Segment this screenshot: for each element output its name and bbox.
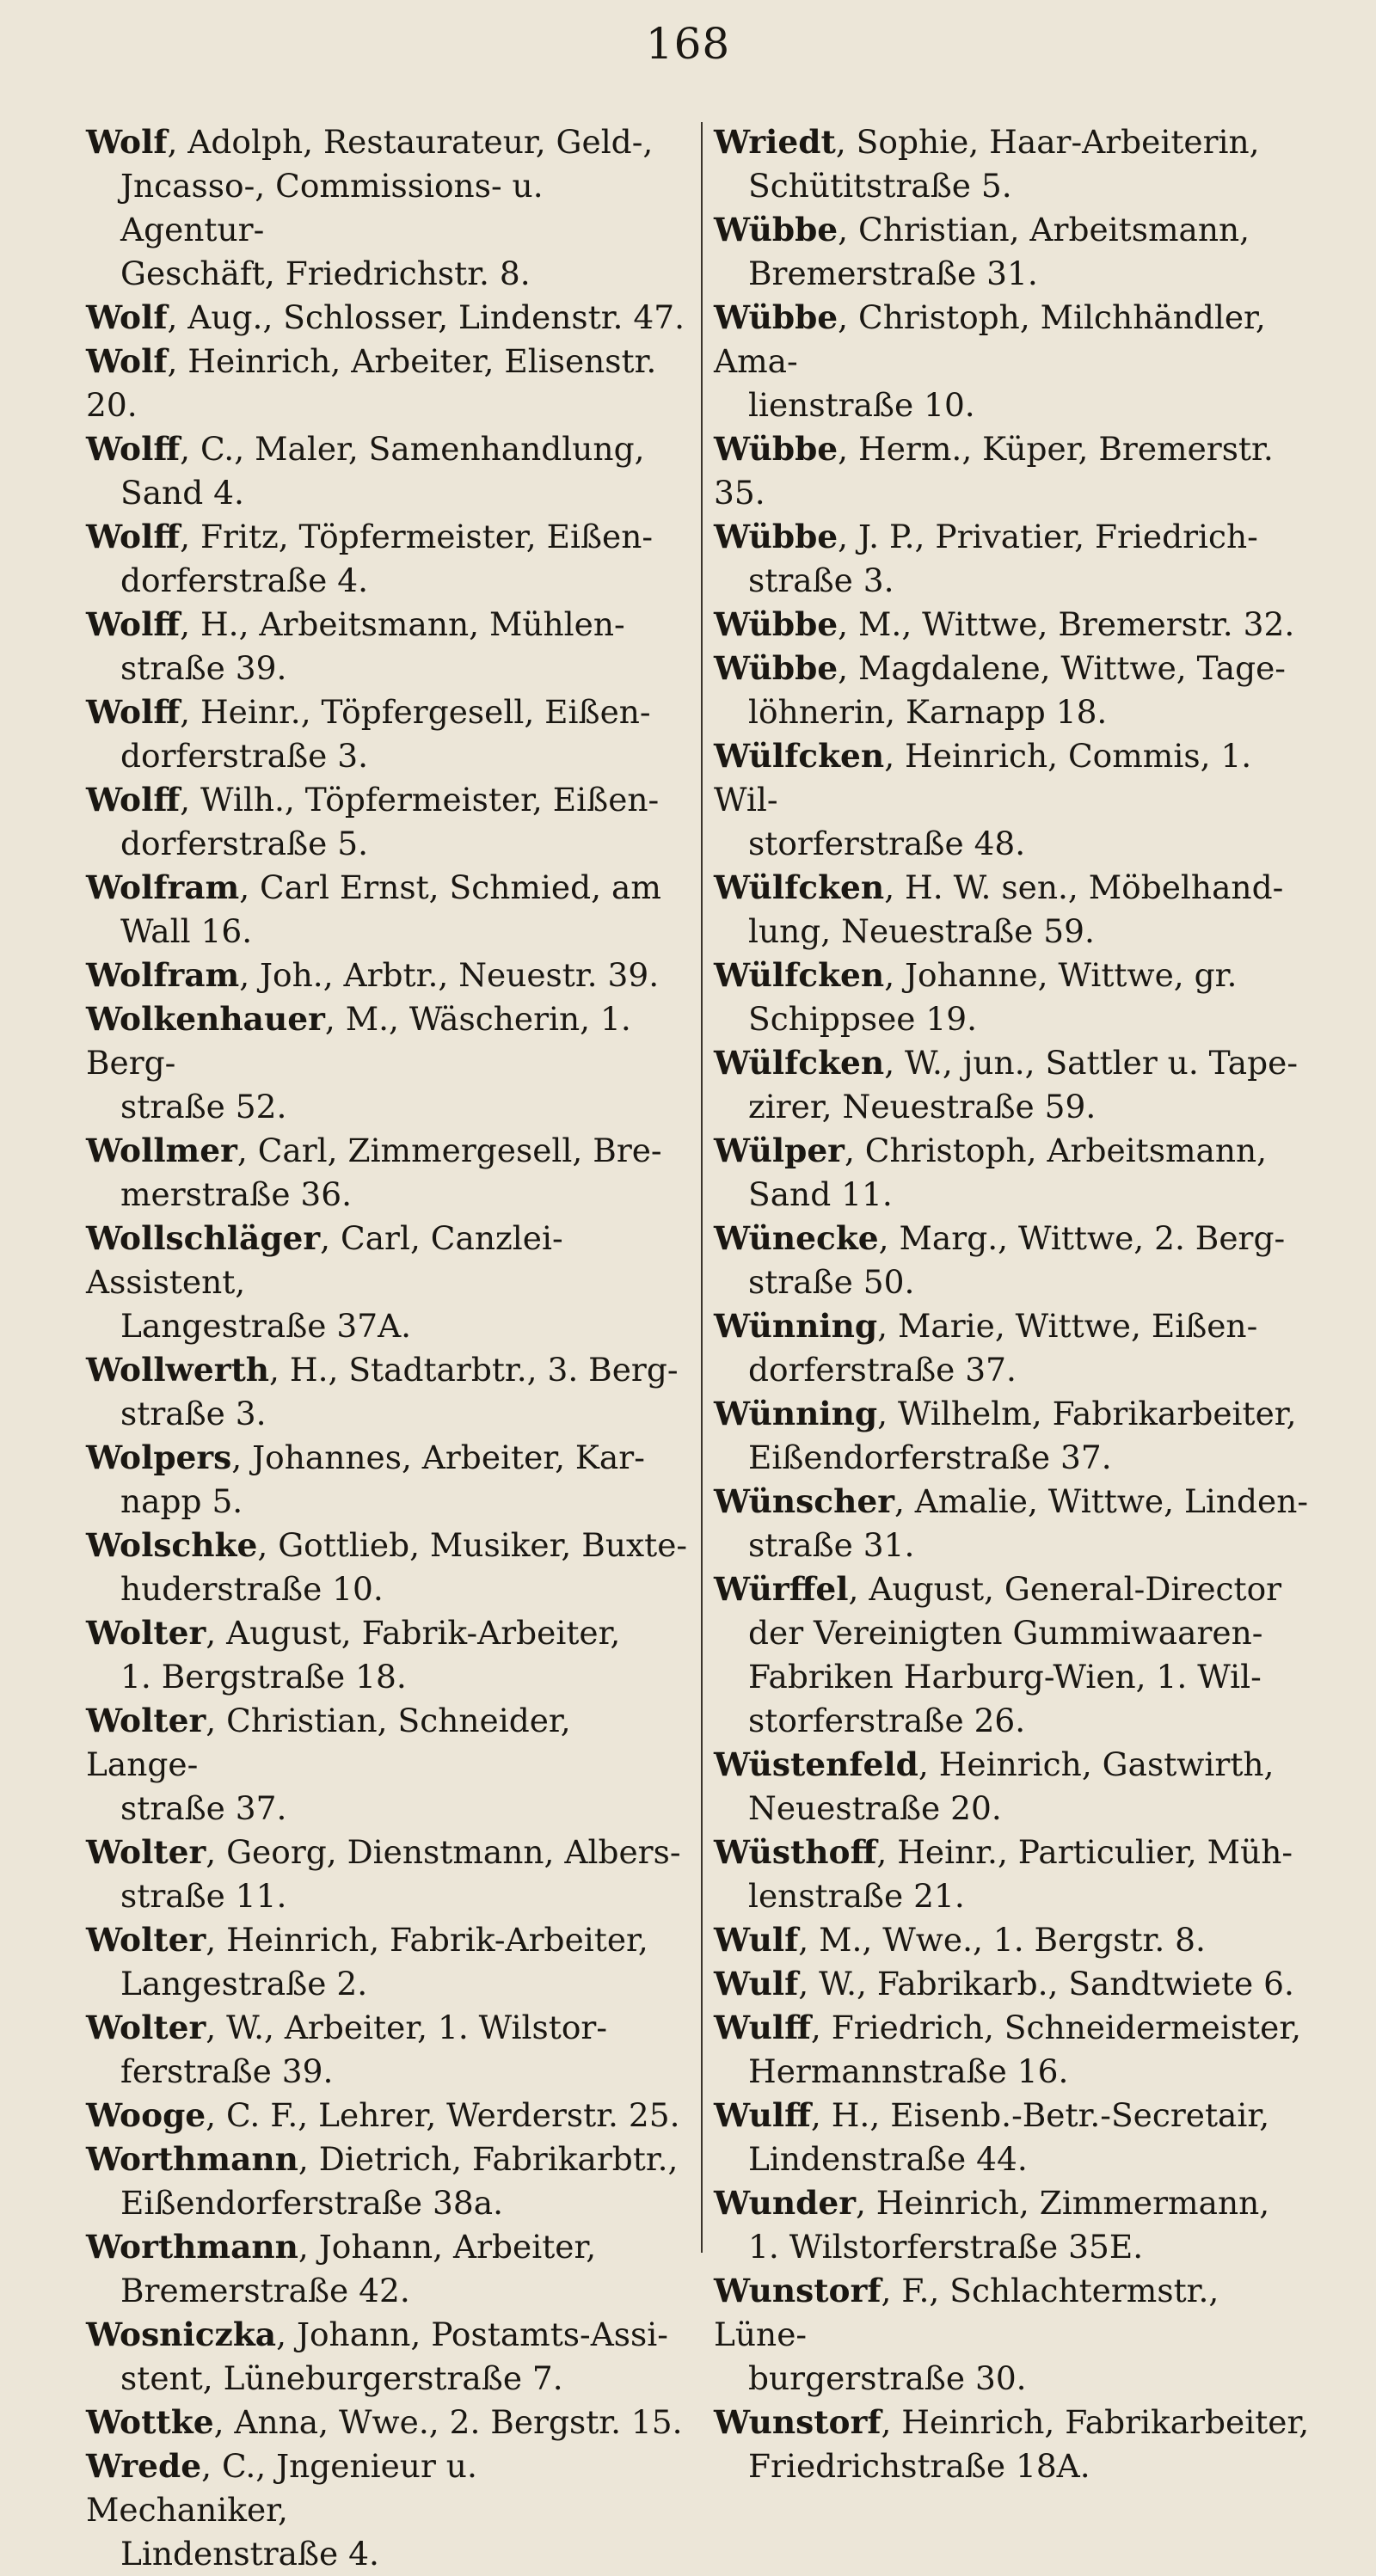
entry-first-line: [714, 603, 1316, 647]
entry-details: , H., Stadtarbtr., 3. Berg-: [269, 1351, 679, 1389]
entry-details: , Wilhelm, Fabrikarbeiter,: [877, 1395, 1297, 1432]
entry-continuation: straße 11.: [120, 1877, 287, 1915]
entry-continuation: Bremerstraße 31.: [748, 255, 1038, 292]
entry-details: , H. W. sen., Möbelhand-: [884, 868, 1284, 906]
entry-details: , Marie, Wittwe, Eißen-: [877, 1307, 1258, 1345]
entry-details: , Aug., Schlosser, Lindenstr. 47.: [167, 298, 685, 336]
entry-surname: Wolfram: [86, 956, 240, 994]
entry-continuation: straße 3.: [748, 561, 894, 599]
entry-continuation: Friedrichstraße 18A.: [748, 2447, 1090, 2485]
entry-continuation: Geschäft, Friedrichstr. 8.: [120, 255, 531, 292]
entry-surname: Wolff: [86, 693, 181, 731]
entry-details: , Carl, Canzlei-Assistent,: [86, 1219, 563, 1301]
entry-details: , Magdalene, Wittwe, Tage-: [838, 649, 1286, 687]
entry-details: , Heinr., Töpfergesell, Eißen-: [180, 693, 651, 731]
entry-first-line: [86, 603, 688, 647]
entry-surname: Wolter: [86, 1702, 206, 1739]
entry-surname: Wolkenhauer: [86, 1000, 325, 1038]
entry-surname: Wülfcken: [714, 1044, 885, 1082]
entry-first-line: [86, 2401, 688, 2444]
directory-entry: [86, 690, 688, 778]
directory-entry: [714, 734, 1316, 866]
entry-details: , Marg., Wittwe, 2. Berg-: [878, 1219, 1286, 1257]
directory-entry: [86, 603, 688, 690]
entry-continuation: storferstraße 26.: [748, 1702, 1026, 1739]
directory-entry: [714, 1918, 1316, 1962]
entry-details: , Heinrich, Arbeiter, Elisenstr. 20.: [86, 342, 657, 424]
entry-first-line: [86, 1611, 688, 1655]
entry-surname: Wooge: [86, 2096, 206, 2134]
entry-details: , Anna, Wwe., 2. Bergstr. 15.: [213, 2403, 683, 2441]
entry-surname: Wünscher: [714, 1482, 894, 1520]
entry-details: , C., Maler, Samenhandlung,: [180, 430, 645, 468]
entry-first-line: [86, 866, 688, 910]
entry-surname: Wulf: [714, 1965, 799, 2003]
directory-entry: [714, 2269, 1316, 2401]
entry-continuation: Jncasso-, Commissions- u. Agentur-: [120, 167, 544, 248]
entry-first-line: [714, 208, 1316, 252]
entry-details: , M., Wwe., 1. Bergstr. 8.: [798, 1921, 1206, 1959]
entry-first-line: [86, 2006, 688, 2050]
entry-continuation: huderstraße 10.: [120, 1570, 384, 1608]
entry-details: , Heinrich, Fabrikarbeiter,: [881, 2403, 1310, 2441]
entry-details: , Dietrich, Fabrikarbtr.,: [298, 2140, 679, 2178]
entry-continuation: 1. Bergstraße 18.: [120, 1658, 407, 1696]
entry-first-line: [714, 1041, 1316, 1085]
directory-entry: [86, 2006, 688, 2094]
directory-entry: [714, 2181, 1316, 2269]
entry-continuation: dorferstraße 3.: [120, 737, 369, 775]
entry-details: , H., Arbeitsmann, Mühlen-: [180, 605, 625, 643]
entry-continuation: lienstraße 10.: [748, 386, 975, 424]
entry-continuation: Eißendorferstraße 38a.: [120, 2184, 504, 2222]
directory-entry: [86, 1831, 688, 1918]
entry-first-line: [86, 1831, 688, 1874]
entry-surname: Wolter: [86, 1921, 206, 1959]
entry-first-line: [714, 2181, 1316, 2225]
entry-details: , Johann, Arbeiter,: [298, 2228, 597, 2266]
entry-first-line: [714, 1831, 1316, 1874]
entry-first-line: [714, 1129, 1316, 1173]
directory-entry: [86, 427, 688, 515]
entry-first-line: [714, 954, 1316, 997]
right-column: [714, 120, 1316, 2488]
entry-details: , Johann, Postamts-Assi-: [276, 2315, 668, 2353]
entry-surname: Wosniczka: [86, 2315, 277, 2353]
entry-first-line: [714, 1392, 1316, 1436]
entry-surname: Wünning: [714, 1395, 878, 1432]
entry-continuation: 1. Wilstorferstraße 35E.: [748, 2228, 1144, 2266]
entry-first-line: [86, 1217, 688, 1304]
entry-continuation: zirer, Neuestraße 59.: [748, 1088, 1096, 1125]
directory-entry: [86, 2225, 688, 2313]
directory-entry: [86, 2313, 688, 2401]
entry-continuation: Eißendorferstraße 37.: [748, 1438, 1112, 1476]
entry-first-line: [714, 120, 1316, 164]
directory-entry: [86, 1918, 688, 2006]
entry-details: , Joh., Arbtr., Neuestr. 39.: [239, 956, 660, 994]
entry-first-line: [86, 2313, 688, 2357]
entry-details: , Fritz, Töpfermeister, Eißen-: [180, 518, 654, 555]
entry-first-line: [714, 734, 1316, 822]
entry-first-line: [714, 1743, 1316, 1787]
entry-continuation: dorferstraße 5.: [120, 825, 369, 862]
entry-details: , Friedrich, Schneidermeister,: [810, 2009, 1302, 2046]
directory-entry: [86, 1611, 688, 1699]
directory-entry: [714, 120, 1316, 208]
directory-entry: [714, 1041, 1316, 1129]
entry-continuation: Sand 4.: [120, 474, 244, 512]
directory-entry: [86, 1436, 688, 1524]
entry-details: , Heinrich, Fabrik-Arbeiter,: [206, 1921, 648, 1959]
directory-entry: [714, 2094, 1316, 2181]
entry-first-line: [86, 778, 688, 822]
entry-continuation: straße 37.: [120, 1789, 287, 1827]
directory-entry: [86, 1524, 688, 1611]
directory-entry: [86, 2401, 688, 2444]
entry-first-line: [86, 515, 688, 559]
entry-surname: Wübbe: [714, 211, 838, 248]
entry-first-line: [714, 1304, 1316, 1348]
entry-surname: Wübbe: [714, 649, 838, 687]
entry-continuation: Langestraße 2.: [120, 1965, 368, 2003]
entry-continuation: stent, Lüneburgerstraße 7.: [120, 2359, 563, 2397]
directory-entry: [714, 1304, 1316, 1392]
entry-first-line: [86, 2094, 688, 2137]
entry-details: , Christoph, Arbeitsmann,: [844, 1132, 1268, 1169]
directory-entry: [86, 778, 688, 866]
entry-surname: Wollwerth: [86, 1351, 270, 1389]
directory-entry: [714, 296, 1316, 427]
directory-entry: [714, 427, 1316, 515]
directory-entry: [714, 2401, 1316, 2488]
entry-surname: Wunder: [714, 2184, 856, 2222]
entry-continuation: der Vereinigten Gummiwaaren-: [748, 1614, 1263, 1652]
entry-first-line: [86, 296, 688, 340]
entry-details: , Carl, Zimmergesell, Bre-: [236, 1132, 662, 1169]
entry-surname: Wüsthoff: [714, 1833, 877, 1871]
entry-first-line: [86, 690, 688, 734]
entry-surname: Wolff: [86, 605, 181, 643]
entry-first-line: [86, 427, 688, 471]
entry-first-line: [86, 997, 688, 1085]
entry-details: , Sophie, Haar-Arbeiterin,: [835, 123, 1260, 161]
page-number: 168: [645, 19, 731, 69]
entry-first-line: [714, 2006, 1316, 2050]
entry-continuation: straße 50.: [748, 1263, 915, 1301]
entry-surname: Wolter: [86, 1833, 206, 1871]
entry-details: , Herm., Küper, Bremerstr. 35.: [714, 430, 1274, 512]
entry-continuation: Lindenstraße 44.: [748, 2140, 1028, 2178]
entry-continuation: straße 52.: [120, 1088, 287, 1125]
entry-surname: Wunstorf: [714, 2272, 882, 2309]
entry-details: , Johanne, Wittwe, gr.: [884, 956, 1238, 994]
entry-surname: Wollmer: [86, 1132, 237, 1169]
entry-continuation: Sand 11.: [748, 1175, 893, 1213]
entry-surname: Wünning: [714, 1307, 878, 1345]
entry-surname: Würffel: [714, 1570, 849, 1608]
directory-entry: [714, 2006, 1316, 2094]
entry-continuation: straße 31.: [748, 1526, 915, 1564]
directory-entry: [714, 1831, 1316, 1918]
entry-surname: Wolter: [86, 1614, 206, 1652]
entry-continuation: löhnerin, Karnapp 18.: [748, 693, 1108, 731]
entry-surname: Wünecke: [714, 1219, 879, 1257]
directory-entry: [86, 2094, 688, 2137]
entry-surname: Wolf: [86, 123, 168, 161]
entry-surname: Wunstorf: [714, 2403, 882, 2441]
directory-entry: [714, 647, 1316, 734]
entry-continuation: Wall 16.: [120, 912, 253, 950]
entry-first-line: [714, 1567, 1316, 1611]
entry-continuation: Schippsee 19.: [748, 1000, 978, 1038]
entry-first-line: [714, 296, 1316, 383]
entry-first-line: [714, 515, 1316, 559]
directory-entry: [86, 2444, 688, 2576]
entry-continuation: storferstraße 48.: [748, 825, 1026, 862]
entry-surname: Wülfcken: [714, 868, 885, 906]
entry-surname: Wolff: [86, 430, 181, 468]
entry-continuation: Lindenstraße 4.: [120, 2535, 379, 2573]
directory-entry: [714, 1743, 1316, 1831]
directory-entry: [86, 340, 688, 427]
entry-details: , Wilh., Töpfermeister, Eißen-: [180, 781, 660, 819]
entry-surname: Wolpers: [86, 1438, 232, 1476]
entry-surname: Wübbe: [714, 605, 838, 643]
entry-details: , F., Schlachtermstr., Lüne-: [714, 2272, 1219, 2353]
entry-details: , Christoph, Milchhändler, Ama-: [714, 298, 1266, 380]
entry-surname: Worthmann: [86, 2228, 298, 2266]
directory-entry: [714, 603, 1316, 647]
entry-continuation: Bremerstraße 42.: [120, 2272, 410, 2309]
entry-continuation: lung, Neuestraße 59.: [748, 912, 1095, 950]
entry-surname: Wolfram: [86, 868, 240, 906]
directory-entry: [714, 1567, 1316, 1743]
left-column: [86, 120, 688, 2576]
entry-details: , Heinrich, Commis, 1. Wil-: [714, 737, 1252, 819]
entry-details: , M., Wäscherin, 1. Berg-: [86, 1000, 631, 1082]
entry-surname: Wulf: [714, 1921, 799, 1959]
entry-details: , W., Fabrikarb., Sandtwiete 6.: [798, 1965, 1294, 2003]
entry-surname: Wülper: [714, 1132, 845, 1169]
directory-entry: [714, 866, 1316, 954]
entry-first-line: [86, 1699, 688, 1787]
entry-first-line: [86, 340, 688, 427]
entry-first-line: [86, 2225, 688, 2269]
entry-details: , M., Wittwe, Bremerstr. 32.: [838, 605, 1295, 643]
entry-surname: Wolff: [86, 518, 181, 555]
entry-surname: Wülfcken: [714, 737, 885, 775]
entry-continuation: Neuestraße 20.: [748, 1789, 1002, 1827]
entry-first-line: [86, 1436, 688, 1480]
entry-continuation: Langestraße 37A.: [120, 1307, 412, 1345]
entry-details: , J. P., Privatier, Friedrich-: [838, 518, 1258, 555]
entry-continuation: merstraße 36.: [120, 1175, 353, 1213]
entry-first-line: [86, 1918, 688, 1962]
entry-surname: Wolschke: [86, 1526, 258, 1564]
entry-surname: Wulff: [714, 2096, 811, 2134]
directory-entry: [714, 1217, 1316, 1304]
entry-surname: Wüstenfeld: [714, 1745, 918, 1783]
entry-first-line: [714, 647, 1316, 690]
directory-entry: [714, 515, 1316, 603]
entry-details: , Christian, Schneider, Lange-: [86, 1702, 571, 1783]
entry-surname: Wolter: [86, 2009, 206, 2046]
entry-first-line: [86, 1524, 688, 1567]
directory-entry: [86, 120, 688, 296]
entry-surname: Wolff: [86, 781, 181, 819]
entry-surname: Wrede: [86, 2447, 202, 2485]
entry-continuation: Hermannstraße 16.: [748, 2052, 1069, 2090]
entry-surname: Wottke: [86, 2403, 214, 2441]
entry-details: , Gottlieb, Musiker, Buxte-: [257, 1526, 688, 1564]
entry-surname: Worthmann: [86, 2140, 298, 2178]
directory-entry: [86, 296, 688, 340]
entry-continuation: lenstraße 21.: [748, 1877, 965, 1915]
entry-surname: Wriedt: [714, 123, 836, 161]
directory-entry: [86, 954, 688, 997]
entry-surname: Wulff: [714, 2009, 811, 2046]
directory-entry: [86, 997, 688, 1129]
entry-continuation: ferstraße 39.: [120, 2052, 334, 2090]
entry-details: , Heinrich, Gastwirth,: [918, 1745, 1275, 1783]
column-divider: [701, 122, 703, 2253]
entry-first-line: [714, 2094, 1316, 2137]
entry-first-line: [86, 1348, 688, 1392]
entry-continuation: Fabriken Harburg-Wien, 1. Wil-: [748, 1658, 1262, 1696]
entry-details: , Christian, Arbeitsmann,: [838, 211, 1250, 248]
entry-surname: Wolf: [86, 342, 168, 380]
directory-entry: [714, 1392, 1316, 1480]
entry-surname: Wübbe: [714, 430, 838, 468]
entry-details: , W., jun., Sattler u. Tape-: [884, 1044, 1299, 1082]
entry-first-line: [714, 2269, 1316, 2357]
directory-entry: [714, 954, 1316, 1041]
entry-first-line: [86, 1129, 688, 1173]
entry-continuation: Schütitstraße 5.: [748, 167, 1012, 205]
entry-first-line: [86, 120, 688, 164]
entry-continuation: straße 3.: [120, 1395, 267, 1432]
entry-first-line: [714, 1962, 1316, 2006]
entry-first-line: [714, 1918, 1316, 1962]
entry-details: , Heinr., Particulier, Müh-: [876, 1833, 1293, 1871]
entry-continuation: straße 39.: [120, 649, 287, 687]
entry-details: , H., Eisenb.-Betr.-Secretair,: [810, 2096, 1270, 2134]
entry-details: , August, Fabrik-Arbeiter,: [206, 1614, 621, 1652]
entry-details: , C. F., Lehrer, Werderstr. 25.: [206, 2096, 680, 2134]
entry-details: , August, General-Director: [848, 1570, 1282, 1608]
directory-entry: [86, 1699, 688, 1831]
entry-details: , Johannes, Arbeiter, Kar-: [231, 1438, 645, 1476]
entry-first-line: [714, 1480, 1316, 1524]
directory-entry: [86, 2137, 688, 2225]
entry-details: , Amalie, Wittwe, Linden-: [894, 1482, 1309, 1520]
directory-entry: [714, 1129, 1316, 1217]
entry-surname: Wübbe: [714, 518, 838, 555]
directory-entry: [714, 1480, 1316, 1567]
entry-first-line: [86, 2137, 688, 2181]
entry-details: , C., Jngenieur u. Mechaniker,: [86, 2447, 477, 2529]
entry-surname: Wülfcken: [714, 956, 885, 994]
entry-first-line: [714, 1217, 1316, 1260]
directory-entry: [714, 208, 1316, 296]
entry-details: , Georg, Dienstmann, Albers-: [206, 1833, 681, 1871]
directory-entry: [86, 866, 688, 954]
entry-details: , Heinrich, Zimmermann,: [855, 2184, 1270, 2222]
entry-first-line: [714, 427, 1316, 515]
entry-details: , W., Arbeiter, 1. Wilstor-: [206, 2009, 608, 2046]
entry-continuation: burgerstraße 30.: [748, 2359, 1027, 2397]
entry-surname: Wübbe: [714, 298, 838, 336]
directory-entry: [86, 1217, 688, 1348]
directory-entry: [86, 1129, 688, 1217]
directory-entry: [86, 515, 688, 603]
entry-first-line: [86, 2444, 688, 2532]
entry-first-line: [714, 866, 1316, 910]
directory-entry: [86, 1348, 688, 1436]
entry-details: , Carl Ernst, Schmied, am: [239, 868, 661, 906]
entry-continuation: napp 5.: [120, 1482, 243, 1520]
entry-first-line: [86, 954, 688, 997]
entry-surname: Wollschläger: [86, 1219, 321, 1257]
entry-continuation: dorferstraße 4.: [120, 561, 369, 599]
directory-entry: [714, 1962, 1316, 2006]
entry-details: , Adolph, Restaurateur, Geld-,: [167, 123, 654, 161]
entry-surname: Wolf: [86, 298, 168, 336]
entry-first-line: [714, 2401, 1316, 2444]
entry-continuation: dorferstraße 37.: [748, 1351, 1017, 1389]
